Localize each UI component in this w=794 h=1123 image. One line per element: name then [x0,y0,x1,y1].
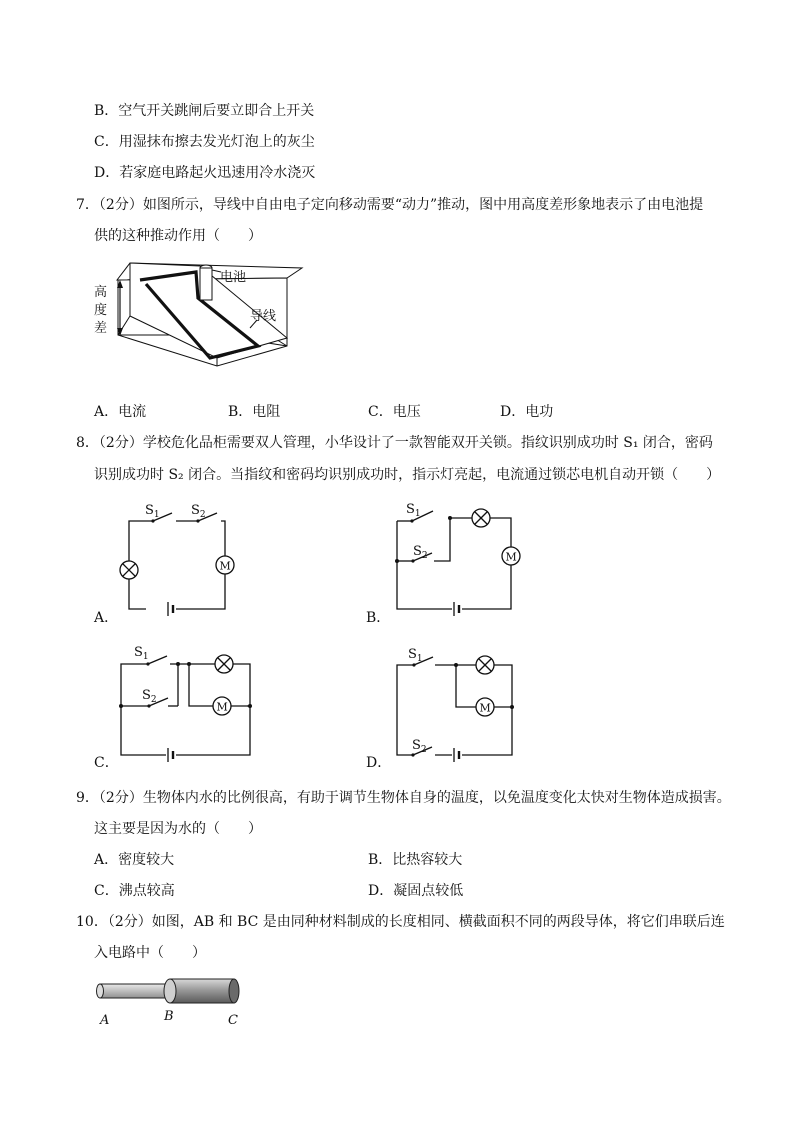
lamp-icon [215,655,233,673]
q8-option-b-label: B． [366,610,391,626]
q6-option-d: D．若家庭电路起火迅速用冷水浇灭 [94,165,316,181]
label-s2-a: $S_2$ [191,503,206,520]
label-s1-a: $S_1$ [145,503,160,520]
label-s1-b: $S_1$ [406,502,421,519]
q8-stem-line2: 识别成功时 S₂ 闭合。当指纹和密码均识别成功时，指示灯亮起，电流通过锁芯电机自动开锁（ ） [94,467,721,483]
lamp-icon [472,509,490,527]
q9-stem-line2: 这主要是因为水的（ ） [94,821,262,837]
lamp-icon [120,561,138,579]
battery-icon [168,748,173,762]
circuit-d [378,643,538,773]
height-label-2: 度 [94,303,108,318]
battery-icon [166,601,176,617]
q9-option-a: A．密度较大 [94,852,175,868]
motor-icon [476,698,494,716]
svg-text:M: M [216,700,228,714]
label-c: C [228,1013,238,1028]
q10-stem-line1: 10．（2分）如图，AB 和 BC 是由同种材料制成的长度相同、横截面积不同的两段导体，将它们串联后连 [76,914,725,930]
q7-option-b: B．电阻 [228,404,281,420]
q7-figure-slope [90,258,290,393]
q9-stem-line1: 9．（2分）生物体内水的比例很高，有助于调节生物体自身的温度，以免温度变化太快对生物体造成损害。 [76,790,731,806]
q8-option-c-label: C． [94,755,119,771]
q10-stem-line2: 入电路中（ ） [94,945,206,961]
motor-icon [213,697,231,715]
label-s1-d: $S_1$ [408,647,423,664]
q6-option-c: C．用湿抹布擦去发光灯泡上的灰尘 [94,134,315,150]
label-s2-c: $S_2$ [142,688,157,705]
circuit-b [378,498,538,628]
q7-stem-line2: 供的这种推动作用（ ） [94,228,262,244]
battery-icon [454,602,459,616]
q9-option-c: C．沸点较高 [94,883,175,899]
circuit-a [110,498,270,628]
label-s2-b: $S_2$ [413,544,428,561]
label-a: A [100,1013,110,1028]
svg-text:M: M [505,550,517,564]
motor-icon [502,547,520,565]
height-label-1: 高 [94,285,108,300]
lamp-icon [476,656,494,674]
q8-option-a-label: A． [94,610,119,626]
q7-option-a: A．电流 [94,404,147,420]
q10-figure-conductors [92,972,252,1032]
svg-text:M: M [219,559,231,573]
circuit-c [102,643,272,773]
q9-option-d: D．凝固点较低 [368,883,464,899]
battery-icon [454,748,459,762]
svg-text:M: M [479,701,491,715]
switch-s1-c [148,656,167,664]
q7-stem-line1: 7．（2分）如图所示，导线中自由电子定向移动需要“动力”推动，图中用高度差形象地表示了由电池提 [76,197,704,213]
q7-option-d: D．电功 [500,404,554,420]
wire-label: 导线 [250,309,277,324]
label-s1-c: $S_1$ [134,645,149,662]
q7-option-c: C．电压 [368,404,421,420]
height-label-3: 差 [94,321,108,336]
q9-option-b: B．比热容较大 [368,852,463,868]
q6-option-b: B．空气开关跳闸后要立即合上开关 [94,103,315,119]
q8-stem-line1: 8．（2分）学校危化品柜需要双人管理，小华设计了一款智能双开关锁。指纹识别成功时 S₁ 闭合，密码 [76,435,713,451]
q8-option-d-label: D． [366,755,392,771]
label-s2-d: $S_2$ [412,738,427,755]
label-b: B [164,1009,174,1024]
motor-icon [216,556,234,574]
battery-label: 电池 [220,270,247,285]
